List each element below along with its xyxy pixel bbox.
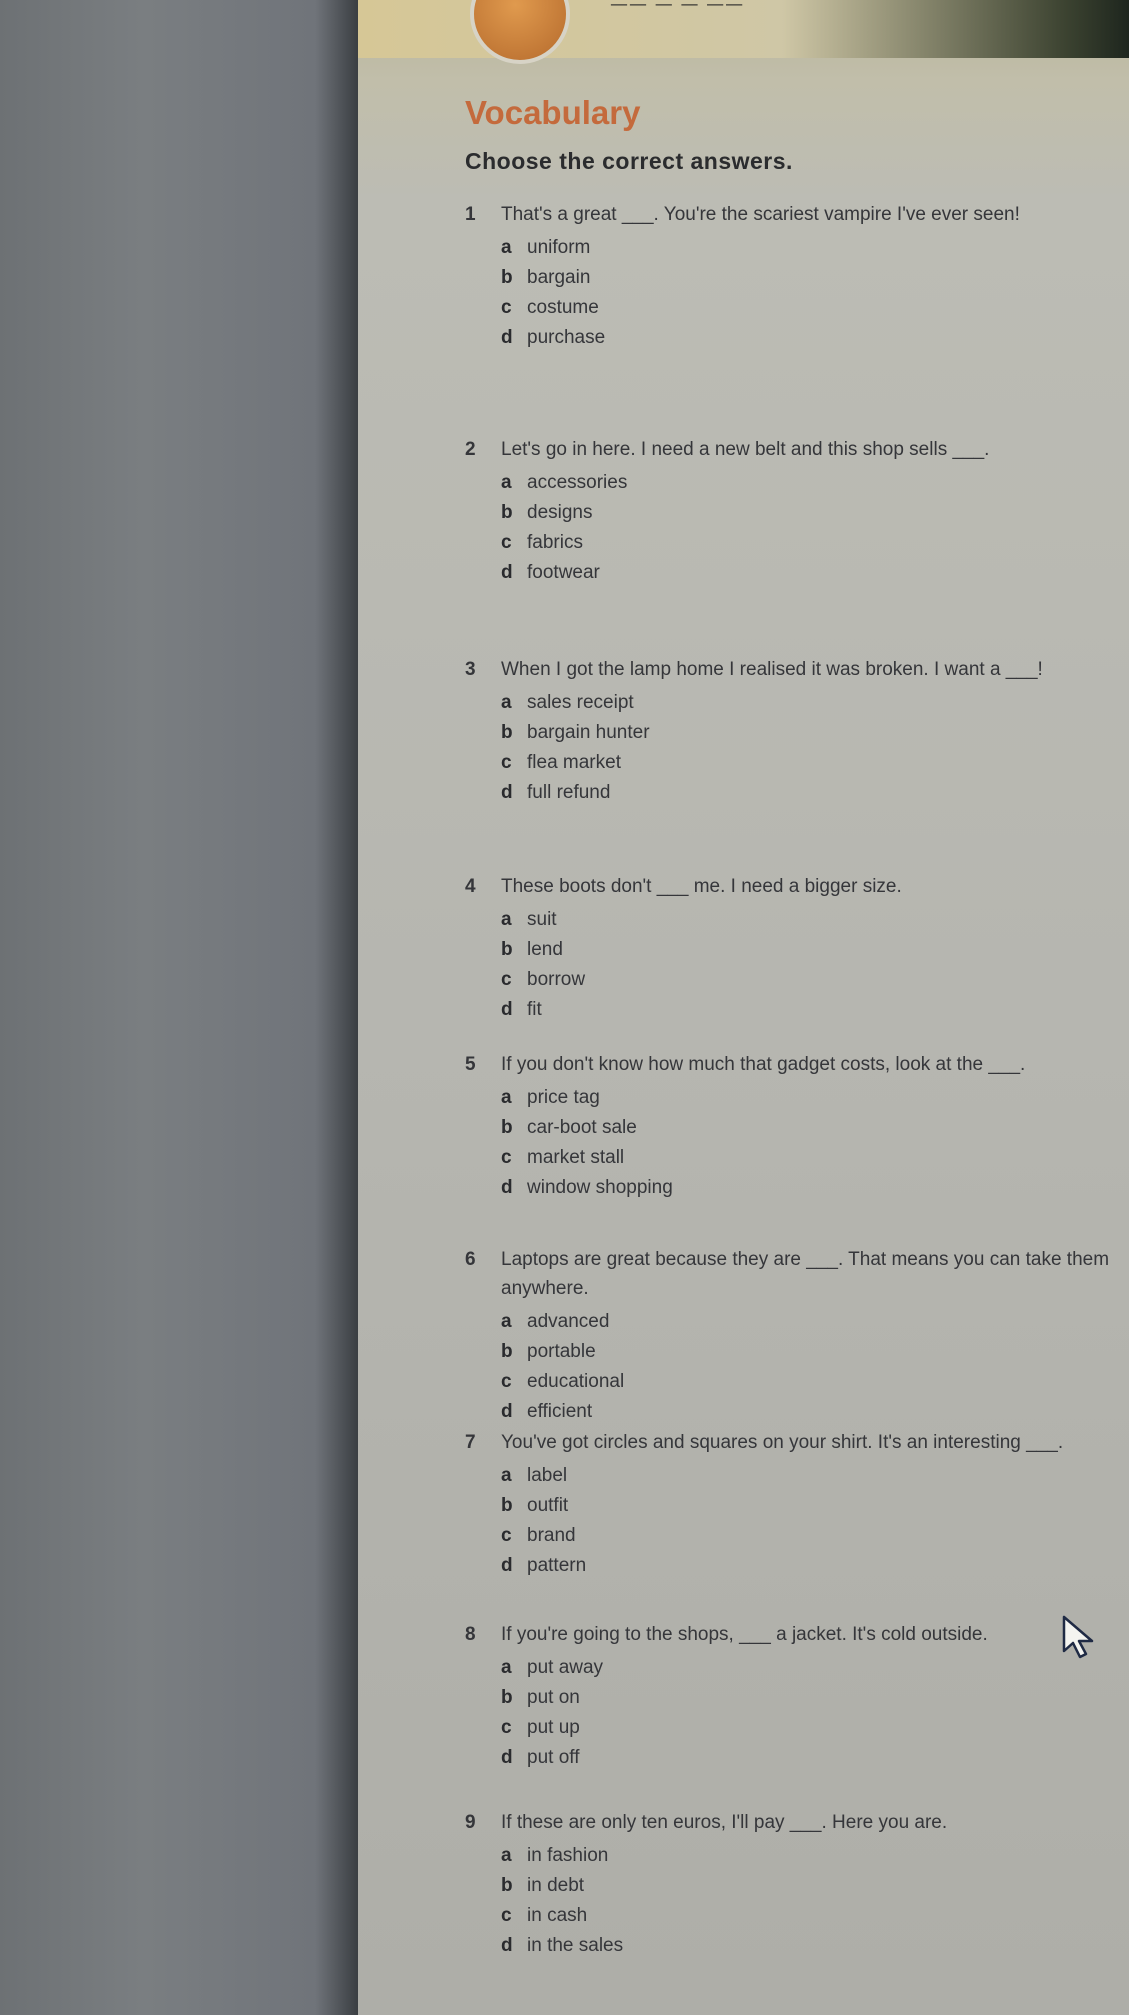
option[interactable] — [501, 1491, 1125, 1521]
option-text: full refund — [527, 782, 611, 803]
option[interactable] — [501, 263, 1125, 293]
option[interactable] — [501, 233, 1125, 263]
option-letter: a — [501, 1845, 512, 1866]
question-text: If you're going to the shops, ___ a jacket. It's cold outside. — [501, 1624, 988, 1645]
option-letter: b — [501, 1495, 513, 1516]
option[interactable] — [501, 688, 1125, 718]
option-text: pattern — [527, 1555, 587, 1576]
option-text: bargain hunter — [527, 722, 650, 743]
option-letter: b — [501, 267, 513, 288]
option-letter: b — [501, 1687, 513, 1708]
option[interactable] — [501, 1743, 1125, 1773]
option-text: put up — [527, 1717, 580, 1738]
option[interactable] — [501, 1173, 1125, 1203]
option[interactable] — [501, 965, 1125, 995]
option-text: suit — [527, 909, 557, 930]
question-text: Let's go in here. I need a new belt and this shop sells ___. — [501, 439, 990, 460]
option-text: in fashion — [527, 1845, 609, 1866]
option[interactable] — [501, 1367, 1125, 1397]
question-number: 1 — [465, 204, 476, 225]
option-letter: a — [501, 1465, 512, 1486]
option[interactable] — [501, 468, 1125, 498]
option[interactable] — [501, 1521, 1125, 1551]
option-text: efficient — [527, 1401, 593, 1422]
option-text: fit — [527, 999, 542, 1020]
option-letter: b — [501, 939, 513, 960]
question-text: Laptops are great because they are ___. That means you can take them anywhere. — [501, 1249, 1110, 1299]
option-text: in cash — [527, 1905, 588, 1926]
option-letter: d — [501, 1747, 513, 1768]
option[interactable] — [501, 748, 1125, 778]
question-text: These boots don't ___ me. I need a bigger size. — [501, 876, 902, 897]
option-letter: c — [501, 532, 512, 553]
option-letter: d — [501, 1555, 513, 1576]
question-number: 3 — [465, 659, 476, 680]
option[interactable] — [501, 778, 1125, 808]
option[interactable] — [501, 905, 1125, 935]
option-text: footwear — [527, 562, 600, 583]
option-text: accessories — [527, 472, 628, 493]
option[interactable] — [501, 1871, 1125, 1901]
option-letter: b — [501, 1341, 513, 1362]
option-text: in the sales — [527, 1935, 624, 1956]
question-number: 2 — [465, 439, 476, 460]
option-letter: a — [501, 909, 512, 930]
option-text: costume — [527, 297, 599, 318]
option-letter: c — [501, 1905, 512, 1926]
option[interactable] — [501, 1307, 1125, 1337]
option-text: in debt — [527, 1875, 585, 1896]
option-letter: d — [501, 562, 513, 583]
question-3 — [465, 655, 1125, 808]
option-letter: d — [501, 999, 513, 1020]
option[interactable] — [501, 528, 1125, 558]
question-text: That's a great ___. You're the scariest vampire I've ever seen! — [501, 204, 1020, 225]
option-letter: c — [501, 297, 512, 318]
option-text: educational — [527, 1371, 625, 1392]
question-number: 9 — [465, 1812, 476, 1833]
option-letter: a — [501, 472, 512, 493]
option[interactable] — [501, 935, 1125, 965]
question-1 — [465, 200, 1125, 353]
option-text: put on — [527, 1687, 580, 1708]
instructions: Choose the correct answers. — [465, 148, 793, 174]
option-text: lend — [527, 939, 563, 960]
question-number: 4 — [465, 876, 476, 897]
question-number: 6 — [465, 1249, 476, 1270]
question-text: If you don't know how much that gadget costs, look at the ___. — [501, 1054, 1026, 1075]
option[interactable] — [501, 1653, 1125, 1683]
question-text: If these are only ten euros, I'll pay ___. Here you are. — [501, 1812, 948, 1833]
option-text: fabrics — [527, 532, 583, 553]
option-letter: a — [501, 1311, 512, 1332]
option[interactable] — [501, 1337, 1125, 1367]
option-letter: b — [501, 502, 513, 523]
option[interactable] — [501, 1397, 1125, 1427]
option-text: outfit — [527, 1495, 569, 1516]
question-number: 5 — [465, 1054, 476, 1075]
option-text: bargain — [527, 267, 591, 288]
option-text: borrow — [527, 969, 586, 990]
option-text: designs — [527, 502, 593, 523]
option[interactable] — [501, 1901, 1125, 1931]
question-6 — [465, 1245, 1125, 1427]
option-letter: c — [501, 752, 512, 773]
option[interactable] — [501, 558, 1125, 588]
option[interactable] — [501, 1713, 1125, 1743]
option-letter: c — [501, 1717, 512, 1738]
option-text: brand — [527, 1525, 576, 1546]
option-letter: c — [501, 1371, 512, 1392]
option-text: car-boot sale — [527, 1117, 637, 1138]
option-letter: c — [501, 1147, 512, 1168]
header-band-text: —— — — —— — [610, 0, 745, 15]
option-text: market stall — [527, 1147, 625, 1168]
option-letter: d — [501, 782, 513, 803]
option-letter: d — [501, 1177, 513, 1198]
option-letter: a — [501, 1087, 512, 1108]
question-text: You've got circles and squares on your shirt. It's an interesting ___. — [501, 1432, 1064, 1453]
option-letter: c — [501, 1525, 512, 1546]
option-text: advanced — [527, 1311, 610, 1332]
question-number: 8 — [465, 1624, 476, 1645]
option[interactable] — [501, 718, 1125, 748]
option[interactable] — [501, 323, 1125, 353]
option-text: portable — [527, 1341, 596, 1362]
option-letter: d — [501, 327, 513, 348]
option-text: sales receipt — [527, 692, 634, 713]
option[interactable] — [501, 1683, 1125, 1713]
mouse-pointer-icon — [1060, 1615, 1106, 1661]
question-text: When I got the lamp home I realised it was broken. I want a ___! — [501, 659, 1043, 680]
option-letter: a — [501, 1657, 512, 1678]
option-text: purchase — [527, 327, 606, 348]
option[interactable] — [501, 1551, 1125, 1581]
question-8 — [465, 1620, 1125, 1773]
option[interactable] — [501, 293, 1125, 323]
option-letter: b — [501, 1117, 513, 1138]
question-7 — [465, 1428, 1125, 1581]
section-title: Vocabulary — [465, 94, 641, 131]
question-number: 7 — [465, 1432, 476, 1453]
option[interactable] — [501, 995, 1125, 1025]
option[interactable] — [501, 1931, 1125, 1961]
option[interactable] — [501, 1143, 1125, 1173]
question-2 — [465, 435, 1125, 588]
option-letter: d — [501, 1935, 513, 1956]
option-letter: d — [501, 1401, 513, 1422]
option[interactable] — [501, 1083, 1125, 1113]
question-5 — [465, 1050, 1125, 1203]
question-9 — [465, 1808, 1125, 1961]
option[interactable] — [501, 498, 1125, 528]
option-letter: b — [501, 722, 513, 743]
option-text: label — [527, 1465, 568, 1486]
option-text: put away — [527, 1657, 604, 1678]
desk-background — [0, 0, 358, 2015]
question-4 — [465, 872, 1125, 1025]
option-text: window shopping — [527, 1177, 673, 1198]
option[interactable] — [501, 1841, 1125, 1871]
option-letter: a — [501, 692, 512, 713]
option-text: uniform — [527, 237, 591, 258]
option-text: flea market — [527, 752, 621, 773]
option-letter: a — [501, 237, 512, 258]
option-letter: c — [501, 969, 512, 990]
option-text: put off — [527, 1747, 580, 1768]
option[interactable] — [501, 1461, 1125, 1491]
option[interactable] — [501, 1113, 1125, 1143]
option-letter: b — [501, 1875, 513, 1896]
option-text: price tag — [527, 1087, 600, 1108]
